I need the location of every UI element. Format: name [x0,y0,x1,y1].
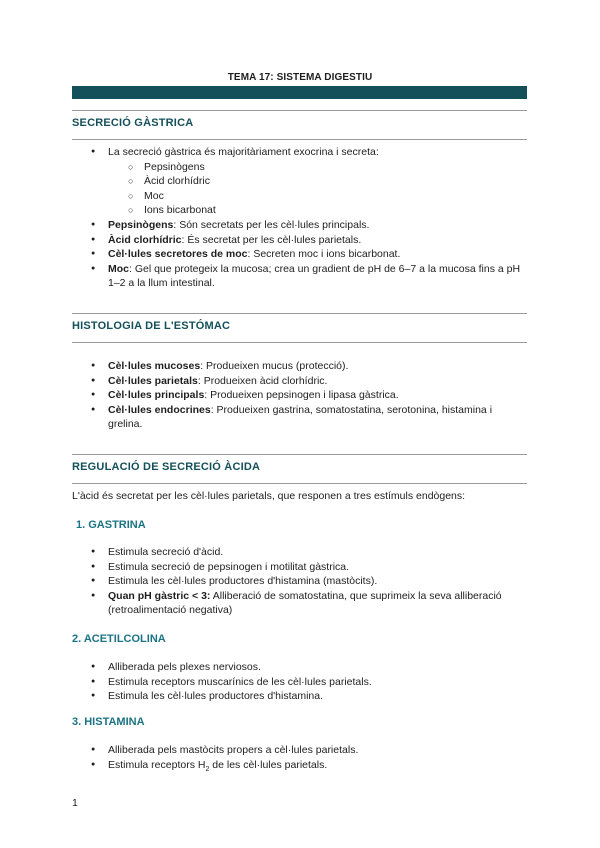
list-text: de les cèl·lules parietals. [209,758,328,771]
section-rule [72,454,527,455]
definition: : Gel que protegeix la mucosa; crea un gradient de pH de 6–7 a la mucosa fins a pH 1–2 a la llum intestinal. [108,262,521,290]
gastrina-list [88,545,528,618]
subscript: 2 [205,765,210,773]
sublist-item: ○ Pepsinògens [128,160,528,175]
term: Cèl·lules secretores de moc [108,248,248,261]
definition: : Secreten moc i ions bicarbonat. [247,248,401,261]
definition: : Produeixen àcid clorhídric. [197,374,328,387]
section-rule [72,110,527,111]
section-heading-secrecio: SECRECIÓ GÀSTRICA [72,117,194,129]
term: Àcid clorhídric [108,233,182,246]
list-item: ● Estimula les cèl·lules productores d'histamina. [88,689,528,704]
sublist-item: ○ Ions bicarbonat [128,203,528,218]
list-item [88,262,528,291]
list-text: Estimula receptors H [108,758,206,771]
definition: : Produeixen gastrina, somatostatina, serotonina, histamina i grelina. [108,403,493,431]
list-item: ● Alliberada pels mastòcits propers a cèl·lules parietals. [88,743,528,758]
list-item [88,758,528,778]
list-item [88,403,528,432]
section-heading-histologia: HISTOLOGIA DE L'ESTÓMAC [72,320,231,332]
definition: : Produeixen mucus (protecció). [200,360,349,372]
definition: : És secretat per les cèl·lules parietals. [181,233,362,246]
list-item [88,218,528,233]
section-heading-regulacio: REGULACIÓ DE SECRECIÓ ÀCIDA [72,461,261,473]
term: Cèl·lules principals [108,389,205,402]
document-title: TEMA 17: SISTEMA DIGESTIU [227,72,373,83]
subheading-acetilcolina: 2. ACETILCOLINA [72,633,166,645]
list-item [88,145,528,218]
term: Quan pH gàstric < 3: [108,589,211,602]
subheading-histamina: 3. HISTAMINA [72,716,145,728]
definition: : Són secretats per les cèl·lules principals. [173,218,370,231]
term: Cèl·lules endocrines [108,403,211,416]
term: Cèl·lules mucoses [108,360,201,372]
section-rule [72,483,527,484]
list-item: ● Estimula secreció d'àcid. [88,545,528,560]
list-item [88,247,528,262]
title-bar [72,86,527,99]
list-item [88,388,528,403]
list-text: La secreció gàstrica és majoritàriament exocrina i secreta: [108,146,379,158]
subheading-gastrina: 1. GASTRINA [76,519,146,531]
list-item [88,233,528,248]
sublist-item: ○ Moc [128,189,528,204]
sublist-item: ○ Àcid clorhídric [128,174,528,189]
term: Moc [108,262,129,275]
section-rule [72,139,527,140]
list-item: ● Estimula les cèl·lules productores d'histamina (mastòcits). [88,574,528,589]
list-item [88,359,528,374]
sublist [108,160,528,218]
definition: : Produeixen pepsinogen i lipasa gàstrica. [204,389,399,402]
histologia-list [88,359,528,432]
section-rule [72,342,527,343]
section-rule [72,313,527,314]
list-item [88,589,528,618]
term: Cèl·lules parietals [108,374,198,387]
acetilcolina-list [88,660,528,704]
list-item: ● Estimula secreció de pepsinogen i motilitat gàstrica. [88,560,528,575]
page-number: 1 [72,797,78,809]
term: Pepsinògens [108,218,174,231]
definition: Alliberació de somatostatina, que suprimeix la seva alliberació (retroalimentació negativa) [108,589,502,617]
list-item: ● Estimula receptors muscarínics de les cèl·lules parietals. [88,675,528,690]
list-item [88,374,528,389]
histamina-list [88,743,528,777]
regulacio-intro: L'àcid és secretat per les cèl·lules parietals, que responen a tres estímuls endògens: [72,490,466,502]
secrecio-list [88,145,528,291]
list-item: ● Alliberada pels plexes nerviosos. [88,660,528,675]
